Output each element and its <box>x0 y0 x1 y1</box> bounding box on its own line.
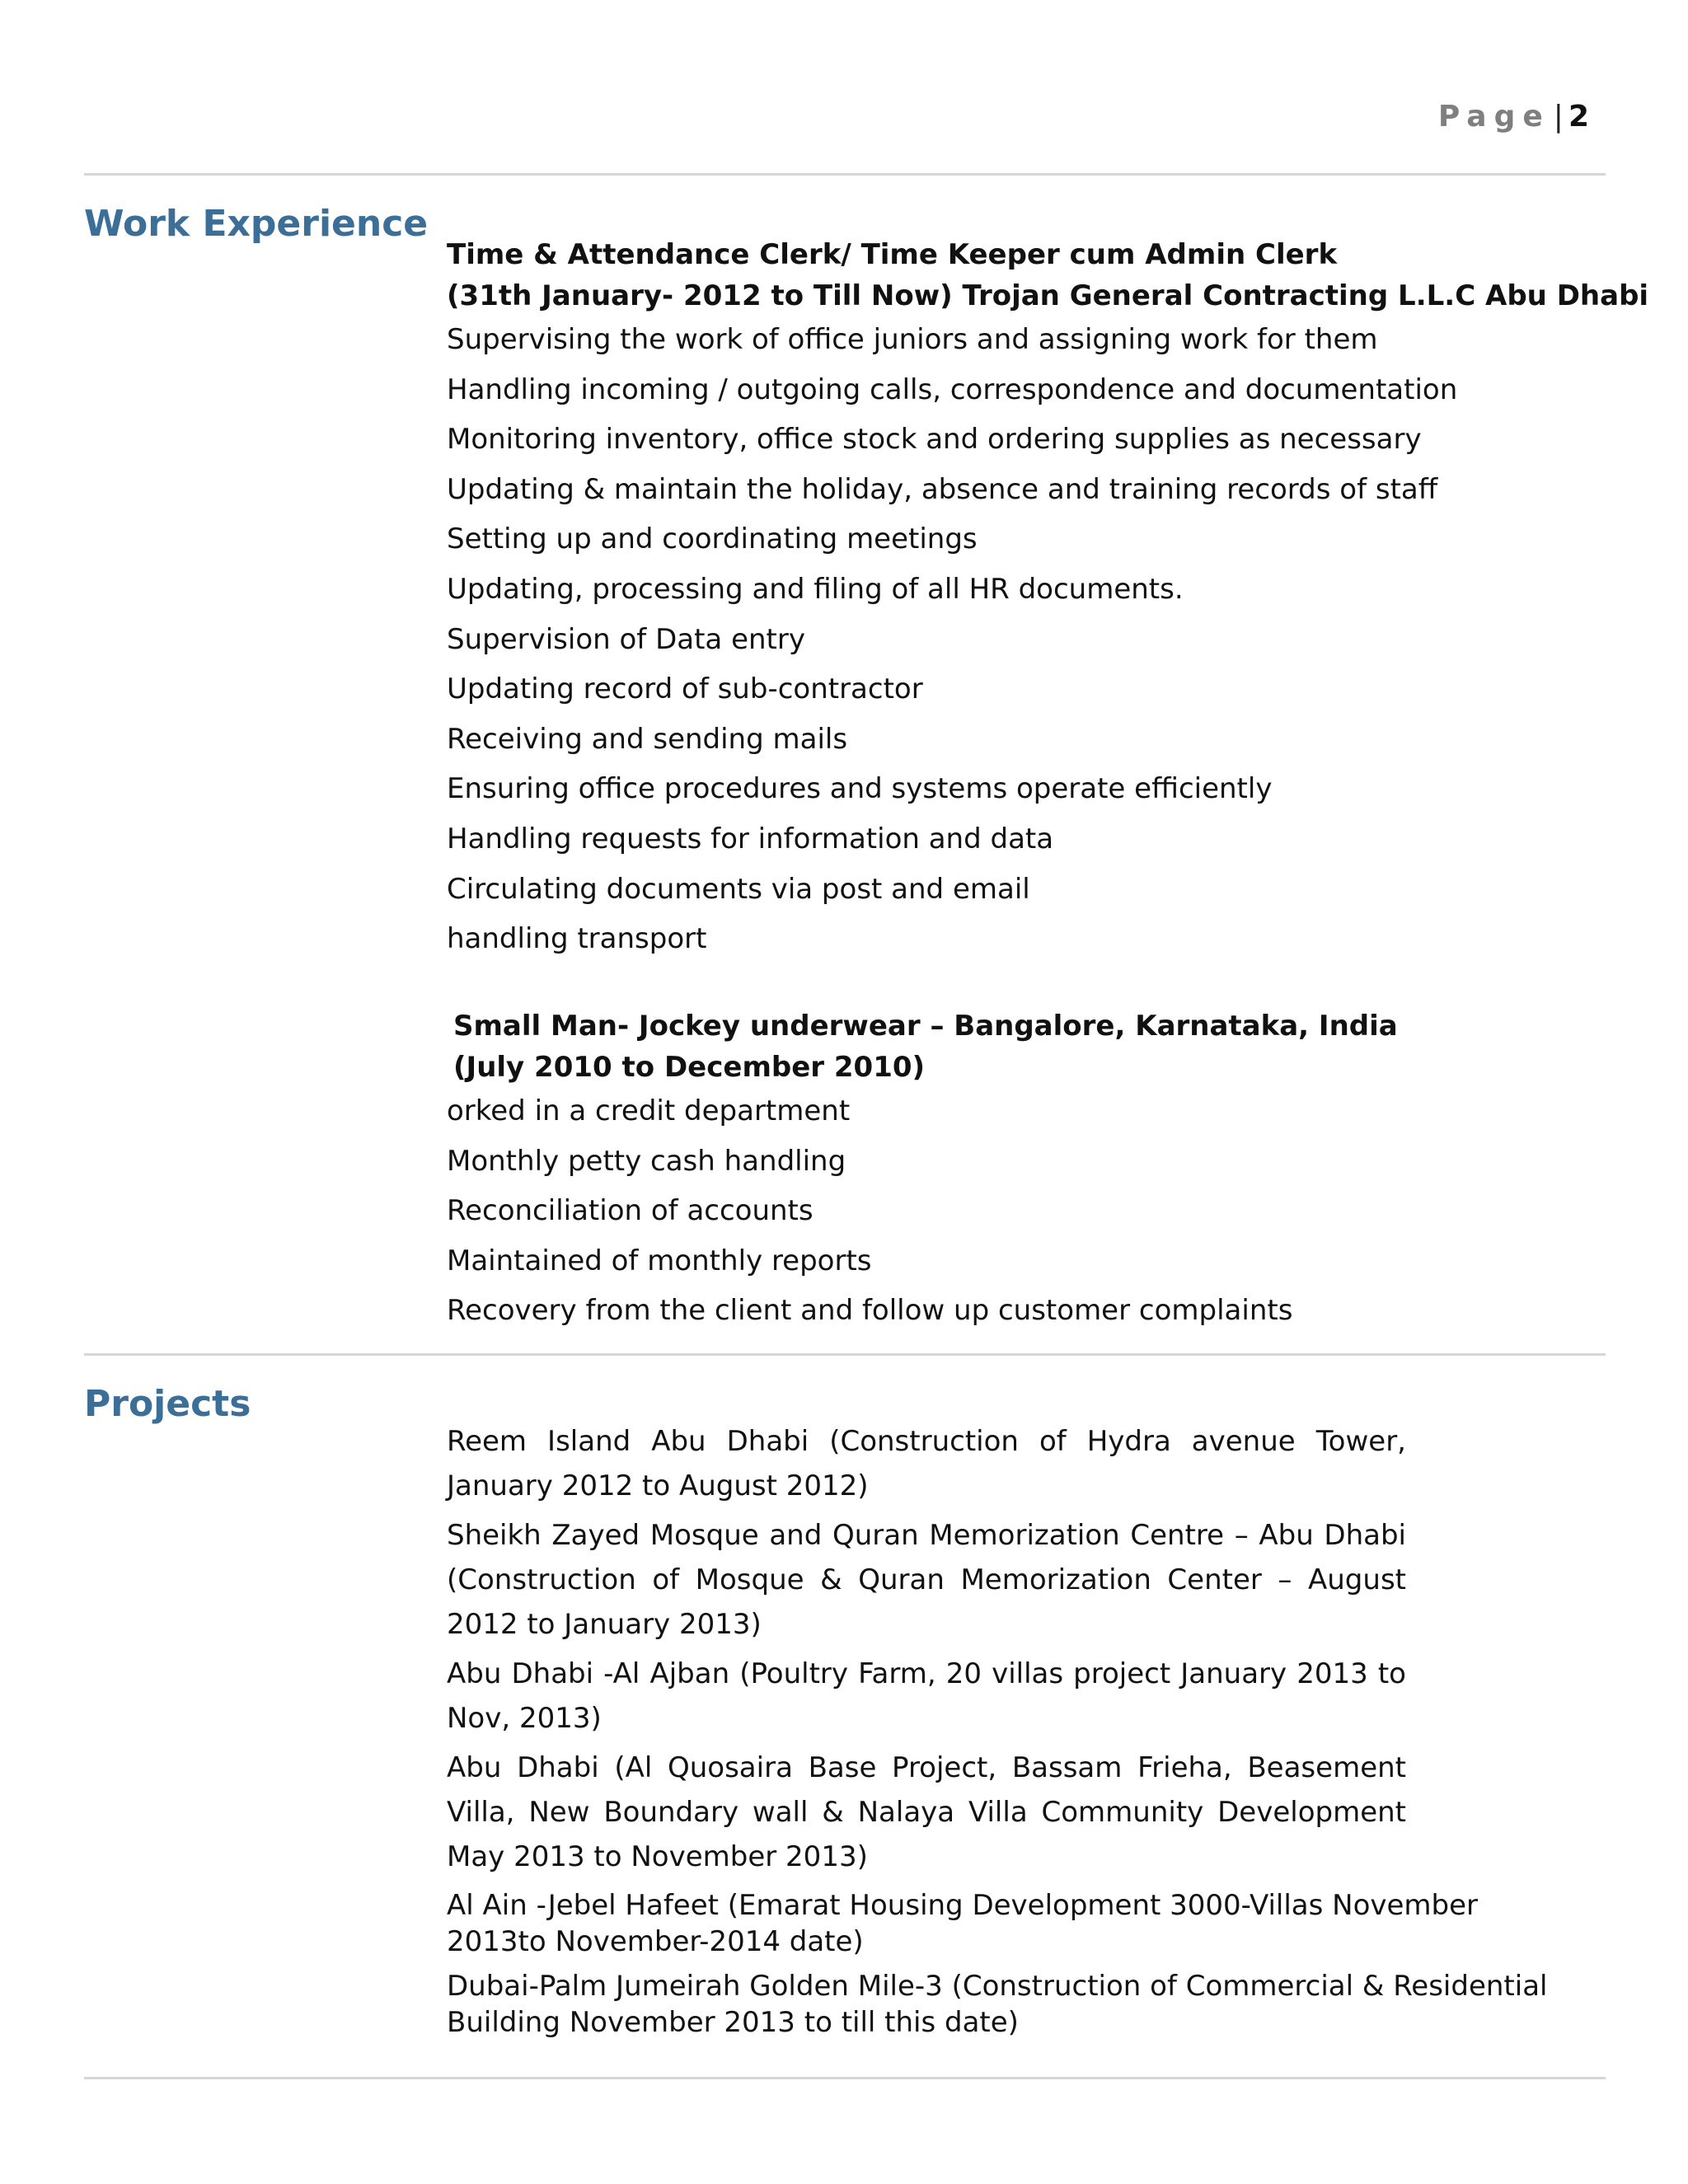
job-entry-2 <box>447 1005 1551 1336</box>
duty-item: Reconciliation of accounts <box>447 1194 814 1228</box>
duty-item: Monthly petty cash handling <box>447 1144 846 1178</box>
duty-item: orked in a credit department <box>447 1094 851 1127</box>
project-item: Reem Island Abu Dhabi (Construction of Hydra avenue Tower, January 2012 to August 2012) <box>447 1425 1406 1502</box>
divider-top <box>84 173 1606 176</box>
duty-item: Recovery from the client and follow up customer complaints <box>447 1294 1293 1328</box>
duty-item: Receiving and sending mails <box>447 722 848 756</box>
divider-middle <box>84 1353 1606 1356</box>
section-title-work-experience: Work Experience <box>84 203 429 245</box>
section-title-projects: Projects <box>84 1383 251 1425</box>
page-header <box>1438 97 1589 137</box>
job-title: Small Man- Jockey underwear – Bangalore, Karnataka, India <box>453 1010 1398 1043</box>
duty-item: Maintained of monthly reports <box>447 1244 872 1277</box>
duty-list <box>447 1086 1551 1336</box>
duty-item: Circulating documents via post and email <box>447 872 1030 906</box>
duty-item: Updating record of sub-contractor <box>447 673 923 706</box>
duty-list <box>447 315 1551 964</box>
project-list <box>447 1419 1551 2041</box>
duty-item: Handling incoming / outgoing calls, correspondence and documentation <box>447 373 1458 406</box>
job-subtitle: (31th January- 2012 to Till Now) Trojan General Contracting L.L.C Abu Dhabi <box>447 279 1649 312</box>
duty-item: Supervising the work of office juniors and assigning work for them <box>447 323 1378 356</box>
job-entry-1 <box>447 234 1649 964</box>
project-item: Dubai-Palm Jumeirah Golden Mile-3 (Construction of Commercial & Residential Building November 2013 to till this date) <box>447 1970 1548 2039</box>
page-separator: | <box>1553 100 1564 134</box>
duty-item: Setting up and coordinating meetings <box>447 523 978 556</box>
page-label: Page <box>1437 100 1550 134</box>
project-item: Sheikh Zayed Mosque and Quran Memorization Centre – Abu Dhabi (Construction of Mosque & Quran Memorization Center – August 2012 to January 2013) <box>447 1519 1406 1641</box>
divider-bottom <box>84 2077 1606 2079</box>
duty-item: Monitoring inventory, office stock and ordering supplies as necessary <box>447 423 1422 457</box>
duty-item: Supervision of Data entry <box>447 622 805 656</box>
duty-item: Handling requests for information and data <box>447 822 1054 855</box>
duty-item: Updating & maintain the holiday, absence and training records of staff <box>447 472 1438 506</box>
duty-item: Ensuring office procedures and systems operate efficiently <box>447 772 1273 806</box>
project-item: Abu Dhabi -Al Ajban (Poultry Farm, 20 villas project January 2013 to Nov, 2013) <box>447 1657 1406 1735</box>
duty-item: handling transport <box>447 922 707 956</box>
duty-item: Updating, processing and filing of all HR documents. <box>447 572 1184 606</box>
job-title: Time & Attendance Clerk/ Time Keeper cum Admin Clerk <box>447 238 1338 271</box>
project-item: Al Ain -Jebel Hafeet (Emarat Housing Development 3000-Villas November 2013to November-2014 date) <box>447 1889 1479 1958</box>
job-subtitle: (July 2010 to December 2010) <box>453 1051 926 1084</box>
page-number: 2 <box>1568 100 1589 134</box>
project-item: Abu Dhabi (Al Quosaira Base Project, Bassam Frieha, Beasement Villa, New Boundary wall & Nalaya Villa Community Development May 2013 to November 2013) <box>447 1751 1406 1873</box>
